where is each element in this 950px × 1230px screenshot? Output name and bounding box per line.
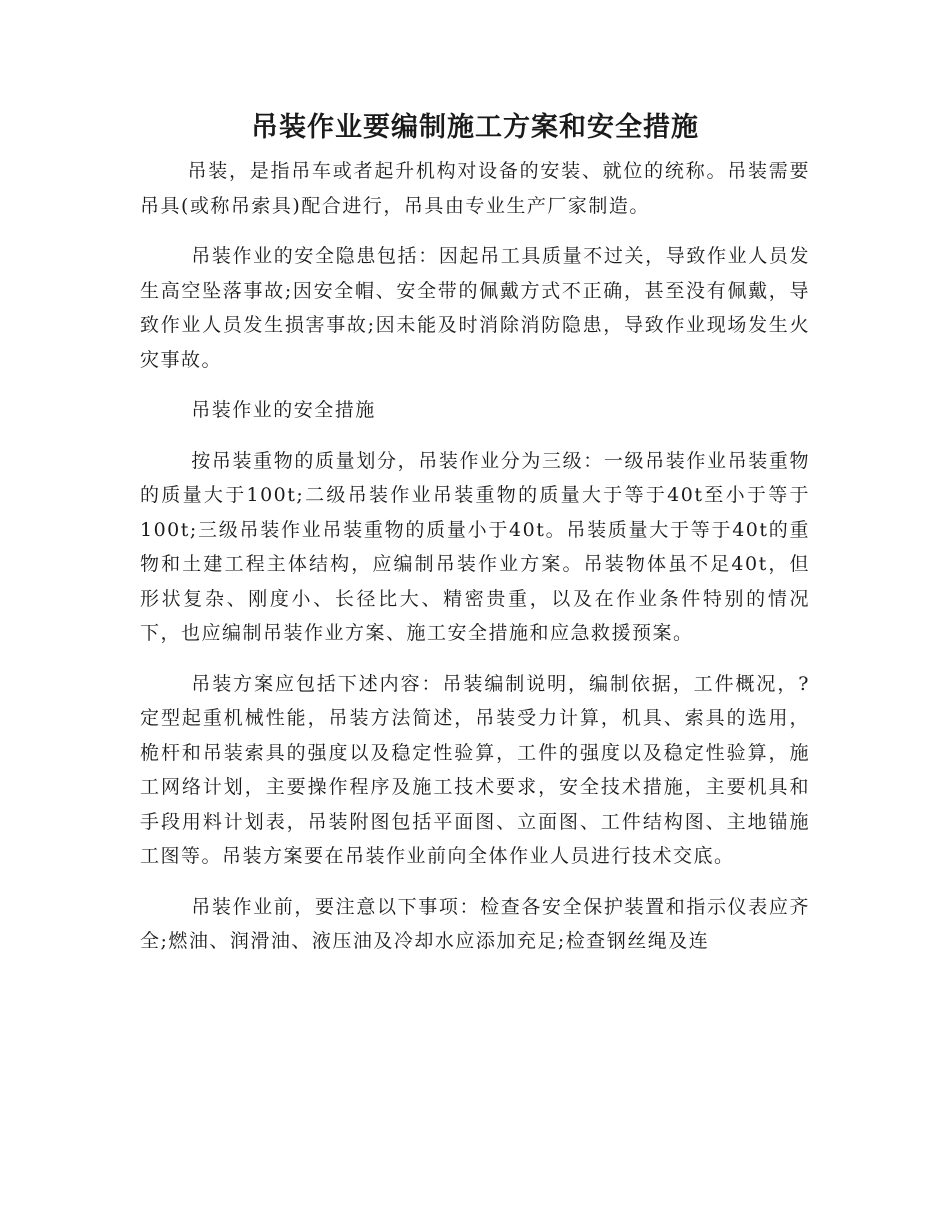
paragraph-classification: 按吊装重物的质量划分，吊装作业分为三级：一级吊装作业吊装重物的质量大于100t;二级吊装作业吊装重物的质量大于等于40t至小于等于100t;三级吊装作业吊装重物的质量小于40t。吊装质量大于等于40t的重物和土建工程主体结构，应编制吊装作业方案。吊装物体虽不足40t，但形状复杂、刚度小、长径比大、精密贵重，以及在作业条件特别的情况下，也应编制吊装作业方案、施工安全措施和应急救援预案。	[140, 449, 810, 644]
paragraph-section-heading: 吊装作业的安全措施	[191, 399, 376, 421]
paragraph-definition: 吊装，是指吊车或者起升机构对设备的安装、就位的统称。吊装需要吊具(或称吊索具)配合进行，吊具由专业生产厂家制造。	[140, 160, 810, 217]
paragraph-plan-contents: 吊装方案应包括下述内容：吊装编制说明，编制依据，工件概况，?定型起重机械性能，吊装方法简述，吊装受力计算，机具、索具的选用，桅杆和吊装索具的强度以及稳定性验算，工件的强度以及稳定性验算，施工网络计划，主要操作程序及施工技术要求，安全技术措施，主要机具和手段用料计划表，吊装附图包括平面图、立面图、工件结构图、主地锚施工图等。吊装方案要在吊装作业前向全体作业人员进行技术交底。	[140, 672, 810, 867]
document-page	[140, 108, 810, 975]
paragraph-pre-operation: 吊装作业前，要注意以下事项：检查各安全保护装置和指示仪表应齐全;燃油、润滑油、液压油及冷却水应添加充足;检查钢丝绳及连	[140, 895, 810, 952]
paragraph-hazards: 吊装作业的安全隐患包括：因起吊工具质量不过关，导致作业人员发生高空坠落事故;因安全帽、安全带的佩戴方式不正确，甚至没有佩戴，导致作业人员发生损害事故;因未能及时消除消防隐患，导致作业现场发生火灾事故。	[140, 245, 810, 371]
document-title: 吊装作业要编制施工方案和安全措施	[251, 112, 699, 143]
